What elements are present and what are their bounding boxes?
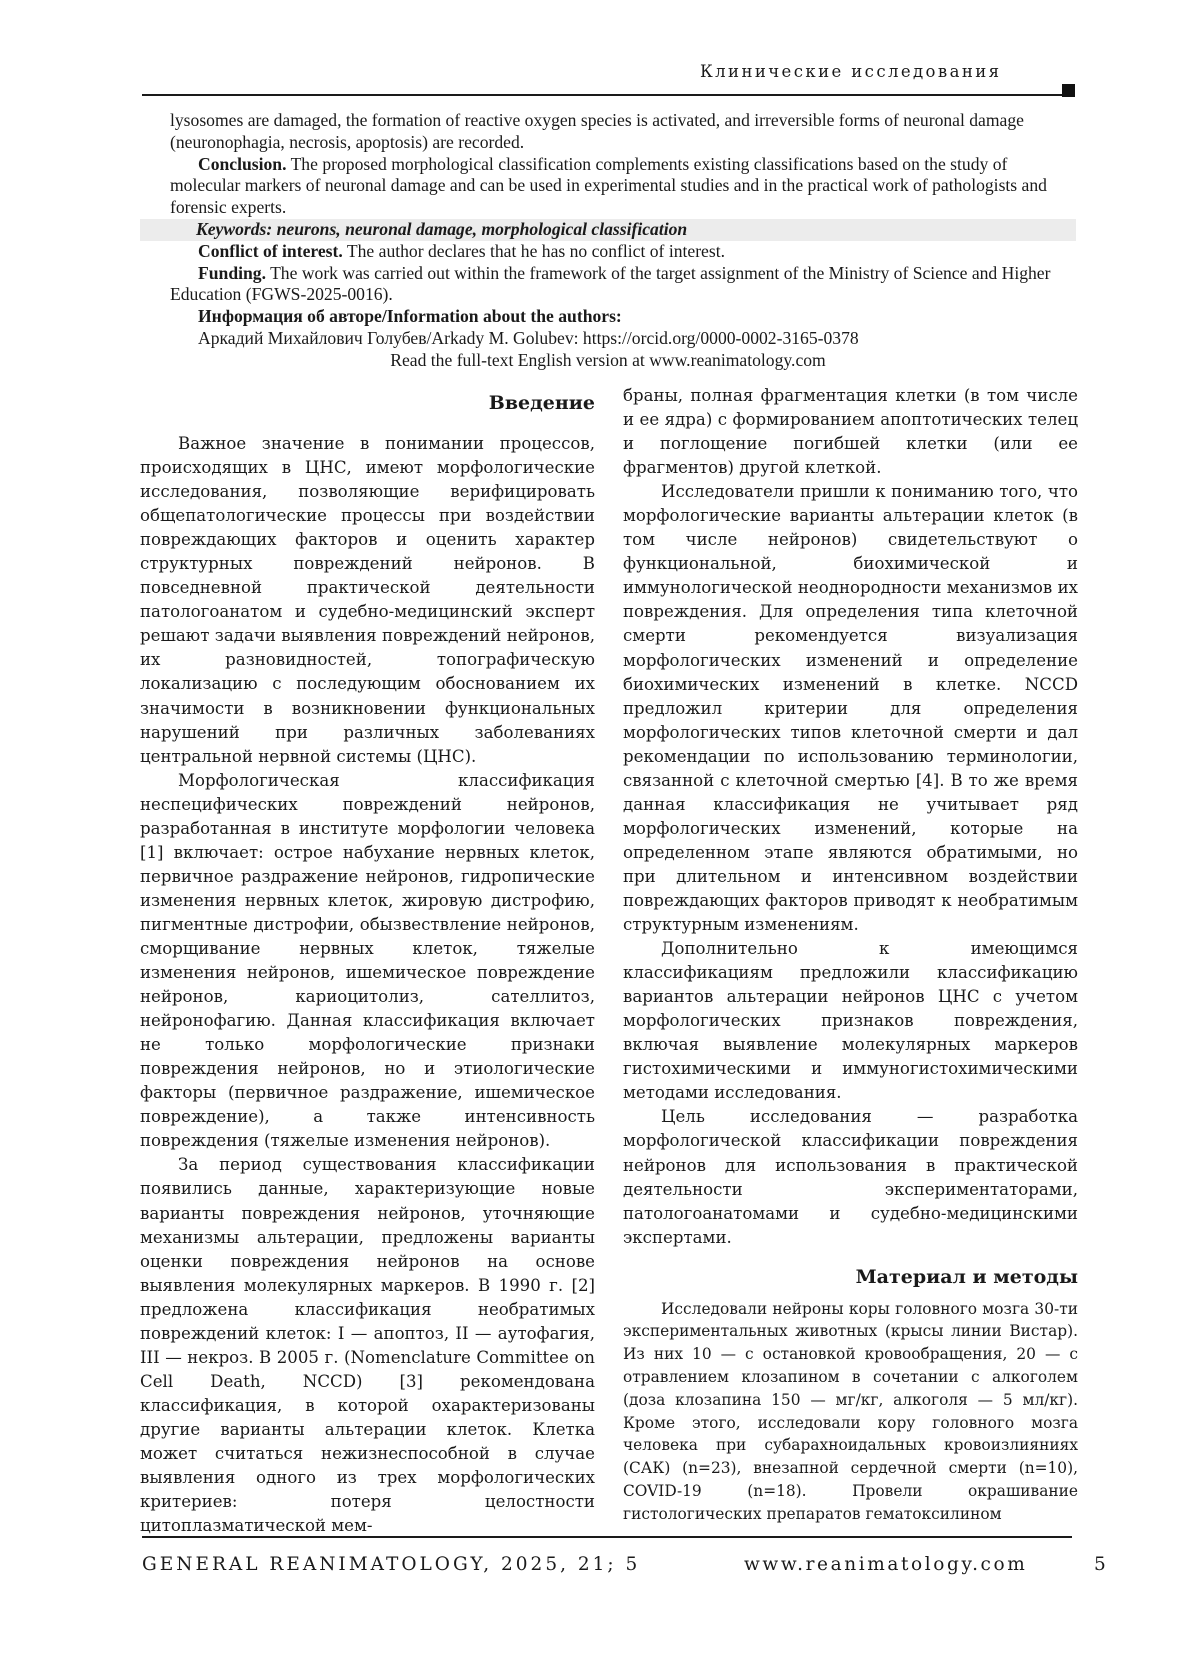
footer-rule — [142, 1536, 1072, 1538]
funding-text: The work was carried out within the framework of the target assignment of the Ministry of Science and Higher Education (FGWS-2025-0016). — [170, 262, 1051, 305]
journal-website: www.reanimatology.com — [744, 1554, 1028, 1575]
methods-paragraph-1: Исследовали нейроны коры головного мозга 30-ти экспериментальных животных (крысы линии Вистар). Из них 10 — с остановкой кровообращения, 20 — с отравлением клозапином в сочетании с алкоголем (доза клозапина 150 — мг/кг, алкоголя — 5 мл/кг). Кроме этого, исследовали кору головного мозга человека при субарахноидальных кровоизлияниях (САК) (n=23), внезапной сердечной смерти (n=10), COVID-19 (n=18). Провели окрашивание гистологических препаратов гематоксилином — [623, 1299, 1078, 1523]
section-heading-methods: Материал и методы — [855, 1265, 1078, 1288]
intro-paragraph-3-continued: браны, полная фрагментация клетки (в том числе и ее ядра) с формированием апоптотических телец и поглощение погибшей клетки (или ее фрагментов) другой клеткой. — [623, 386, 1078, 478]
running-header: Клинические исследования — [700, 62, 1002, 81]
header-rule — [142, 94, 1070, 96]
conflict-of-interest — [142, 241, 1074, 263]
conclusion-label: Conclusion. — [198, 153, 287, 174]
funding — [142, 263, 1074, 307]
abstract-block — [142, 110, 1074, 372]
abstract-conclusion — [142, 154, 1074, 219]
authors-label: Информация об авторе/Information about the authors: — [198, 306, 622, 327]
page-number: 5 — [1094, 1554, 1106, 1575]
intro-paragraph-4: Исследователи пришли к пониманию того, что морфологические варианты альтерации клеток (в том числе нейронов) свидетельствуют о функциональной, биохимической и иммунологической неоднородности механизмов их повреждения. Для определения типа клеточной смерти рекомендуется визуализация морфологических изменений и определение биохимических изменений в клетке. NCCD предложил критерии для определения морфологических типов клеточной смерти и дал рекомендации по использованию терминологии, связанной с клеточной смертью [4]. В то же время данная классификация не учитывает ряд морфологических изменений, которые на определенном этапе являются обратимыми, но при длительном и интенсивном воздействии повреждающих факторов приводят к необратимым структурным изменениям. — [623, 482, 1078, 935]
keywords-line: Keywords: neurons, neuronal damage, morphological classification — [140, 219, 1076, 241]
intro-paragraph-6: Цель исследования — разработка морфологической классификации повреждения нейронов для использования в практической деятельности экспериментаторами, патологоанатомами и судебно-медицинскими экспертами. — [623, 1107, 1078, 1247]
intro-paragraph-5: Дополнительно к имеющимся классификациям предложили классификацию вариантов альтерации нейронов ЦНС с учетом морфологических признаков повреждения, включая выявление молекулярных маркеров гистохимическими и иммуногистохимическими методами исследования. — [623, 939, 1078, 1103]
header-square-marker — [1062, 84, 1075, 97]
intro-paragraph-1: Важное значение в понимании процессов, происходящих в ЦНС, имеют морфологические исследования, позволяющие верифицировать общепатологические процессы при воздействии повреждающих факторов и оценить характер структурных повреждений нейронов. В повседневной практической деятельности патологоанатом и судебно-медицинский эксперт решают задачи выявления повреждений нейронов, их разновидностей, топографическую локализацию с последующим обоснованием их значимости в возникновении функциональных нарушений при различных заболеваниях центральной нервной системы (ЦНС). — [140, 434, 595, 766]
abstract-results-tail: lysosomes are damaged, the formation of reactive oxygen species is activated, and irreversible forms of neuronal damage (neuronophagia, necrosis, apoptosis) are recorded. — [170, 110, 1024, 152]
author-orcid-line: Аркадий Михайлович Голубев/Arkady M. Golubev: https://orcid.org/0000-0002-3165-0378 — [198, 327, 859, 348]
left-column — [140, 390, 595, 1538]
section-heading-introduction: Введение — [488, 392, 595, 414]
fulltext-line: Read the full-text English version at www.reanimatology.com — [390, 349, 826, 370]
right-column — [623, 384, 1078, 1526]
funding-label: Funding. — [198, 262, 266, 283]
conflict-text: The author declares that he has no conflict of interest. — [342, 240, 725, 261]
intro-paragraph-3: За период существования классификации появились данные, характеризующие новые варианты повреждения нейронов, уточняющие механизмы альтерации, предложены варианты оценки повреждения нейронов на основе выявления молекулярных маркеров. В 1990 г. [2] предложена классификация необратимых повреждений клеток: I — апоптоз, II — аутофагия, III — некроз. В 2005 г. (Nomenclature Committee on Cell Death, NCCD) [3] рекомендована классификация, в которой охарактеризованы другие варианты альтерации клеток. Клетка может считаться нежизнеспособной в случае выявления одного из трех морфологических критериев: потеря целостности цитоплазматической мем- — [140, 1155, 595, 1536]
conflict-label: Conflict of interest. — [198, 240, 343, 261]
conclusion-text: The proposed morphological classification complements existing classifications based on the study of molecular markers of neuronal damage and can be used in experimental studies and in the practical work of pathologists and forensic experts. — [170, 153, 1047, 218]
journal-citation: GENERAL REANIMATOLOGY, 2025, 21; 5 — [142, 1554, 641, 1575]
intro-paragraph-2: Морфологическая классификация неспецифических повреждений нейронов, разработанная в институте морфологии человека [1] включает: острое набухание нервных клеток, первичное раздражение нейронов, гидропические изменения нервных клеток, жировую дистрофию, пигментные дистрофии, обызвествление нейронов, сморщивание нервных клеток, тяжелые изменения нейронов, ишемическое повреждение нейронов, кариоцитолиз, сателлитоз, нейронофагию. Данная классификация включает не только морфологические признаки повреждения нейронов, но и этиологические факторы (первичное раздражение, ишемическое повреждение), а также интенсивность повреждения (тяжелые изменения нейронов). — [140, 770, 595, 1151]
